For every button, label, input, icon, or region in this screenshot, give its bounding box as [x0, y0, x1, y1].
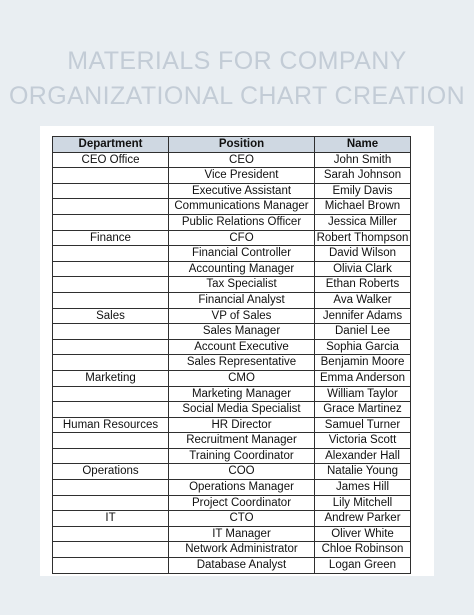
table-row	[53, 214, 411, 230]
name-cell: William Taylor	[315, 386, 411, 402]
department-cell	[53, 526, 169, 542]
department-cell: IT	[53, 511, 169, 527]
table-row	[53, 246, 411, 262]
position-cell: Recruitment Manager	[169, 433, 315, 449]
name-cell: Grace Martinez	[315, 402, 411, 418]
position-cell: Vice President	[169, 168, 315, 184]
department-cell: Operations	[53, 464, 169, 480]
document-title	[0, 44, 474, 114]
department-cell	[53, 277, 169, 293]
table-row	[53, 511, 411, 527]
name-cell: Emma Anderson	[315, 370, 411, 386]
table-row	[53, 495, 411, 511]
name-cell: Natalie Young	[315, 464, 411, 480]
position-cell: Financial Controller	[169, 246, 315, 262]
table-row	[53, 480, 411, 496]
header-position: Position	[169, 137, 315, 153]
table-row	[53, 370, 411, 386]
table-row	[53, 464, 411, 480]
position-cell: COO	[169, 464, 315, 480]
position-cell: Sales Manager	[169, 324, 315, 340]
table-row	[53, 183, 411, 199]
name-cell: Michael Brown	[315, 199, 411, 215]
name-cell: Oliver White	[315, 526, 411, 542]
name-cell: Ava Walker	[315, 292, 411, 308]
position-cell: Account Executive	[169, 339, 315, 355]
department-cell	[53, 542, 169, 558]
name-cell: Victoria Scott	[315, 433, 411, 449]
department-cell	[53, 168, 169, 184]
name-cell: Daniel Lee	[315, 324, 411, 340]
department-cell	[53, 355, 169, 371]
position-cell: Social Media Specialist	[169, 402, 315, 418]
department-cell: CEO Office	[53, 152, 169, 168]
table-row	[53, 199, 411, 215]
position-cell: CEO	[169, 152, 315, 168]
header-name: Name	[315, 137, 411, 153]
table-header-row	[53, 137, 411, 153]
table-body	[53, 152, 411, 573]
department-cell	[53, 558, 169, 574]
position-cell: Sales Representative	[169, 355, 315, 371]
department-cell	[53, 261, 169, 277]
table-row	[53, 558, 411, 574]
position-cell: Tax Specialist	[169, 277, 315, 293]
document-sheet	[40, 126, 434, 576]
table-row	[53, 152, 411, 168]
department-cell	[53, 214, 169, 230]
department-cell	[53, 292, 169, 308]
department-cell	[53, 480, 169, 496]
position-cell: CTO	[169, 511, 315, 527]
department-cell	[53, 402, 169, 418]
name-cell: Jessica Miller	[315, 214, 411, 230]
position-cell: Operations Manager	[169, 480, 315, 496]
department-cell	[53, 183, 169, 199]
department-cell	[53, 495, 169, 511]
department-cell: Human Resources	[53, 417, 169, 433]
position-cell: IT Manager	[169, 526, 315, 542]
position-cell: VP of Sales	[169, 308, 315, 324]
department-cell	[53, 433, 169, 449]
title-line-1: MATERIALS FOR COMPANY	[67, 47, 407, 75]
position-cell: Public Relations Officer	[169, 214, 315, 230]
name-cell: Jennifer Adams	[315, 308, 411, 324]
table-row	[53, 308, 411, 324]
table-row	[53, 542, 411, 558]
name-cell: Sophia Garcia	[315, 339, 411, 355]
department-cell: Sales	[53, 308, 169, 324]
table-row	[53, 417, 411, 433]
table-row	[53, 448, 411, 464]
name-cell: James Hill	[315, 480, 411, 496]
name-cell: Alexander Hall	[315, 448, 411, 464]
position-cell: Project Coordinator	[169, 495, 315, 511]
department-cell: Finance	[53, 230, 169, 246]
name-cell: Sarah Johnson	[315, 168, 411, 184]
name-cell: Olivia Clark	[315, 261, 411, 277]
department-cell: Marketing	[53, 370, 169, 386]
title-line-2: ORGANIZATIONAL CHART CREATION	[8, 82, 466, 110]
position-cell: Database Analyst	[169, 558, 315, 574]
name-cell: Andrew Parker	[315, 511, 411, 527]
department-cell	[53, 324, 169, 340]
name-cell: David Wilson	[315, 246, 411, 262]
position-cell: HR Director	[169, 417, 315, 433]
table-row	[53, 355, 411, 371]
position-cell: Accounting Manager	[169, 261, 315, 277]
table-row	[53, 402, 411, 418]
table-row	[53, 277, 411, 293]
table-row	[53, 261, 411, 277]
header-department: Department	[53, 137, 169, 153]
department-cell	[53, 199, 169, 215]
department-cell	[53, 386, 169, 402]
name-cell: Lily Mitchell	[315, 495, 411, 511]
name-cell: Emily Davis	[315, 183, 411, 199]
department-cell	[53, 448, 169, 464]
position-cell: Financial Analyst	[169, 292, 315, 308]
name-cell: Samuel Turner	[315, 417, 411, 433]
name-cell: Ethan Roberts	[315, 277, 411, 293]
position-cell: Executive Assistant	[169, 183, 315, 199]
org-chart-table	[52, 136, 411, 574]
table-row	[53, 433, 411, 449]
position-cell: Training Coordinator	[169, 448, 315, 464]
table-row	[53, 386, 411, 402]
table-row	[53, 230, 411, 246]
name-cell: Benjamin Moore	[315, 355, 411, 371]
department-cell	[53, 246, 169, 262]
position-cell: CMO	[169, 370, 315, 386]
position-cell: CFO	[169, 230, 315, 246]
table-row	[53, 324, 411, 340]
table-row	[53, 168, 411, 184]
name-cell: Logan Green	[315, 558, 411, 574]
name-cell: Chloe Robinson	[315, 542, 411, 558]
department-cell	[53, 339, 169, 355]
position-cell: Marketing Manager	[169, 386, 315, 402]
position-cell: Network Administrator	[169, 542, 315, 558]
name-cell: Robert Thompson	[315, 230, 411, 246]
position-cell: Communications Manager	[169, 199, 315, 215]
table-row	[53, 339, 411, 355]
name-cell: John Smith	[315, 152, 411, 168]
table-row	[53, 292, 411, 308]
table-row	[53, 526, 411, 542]
